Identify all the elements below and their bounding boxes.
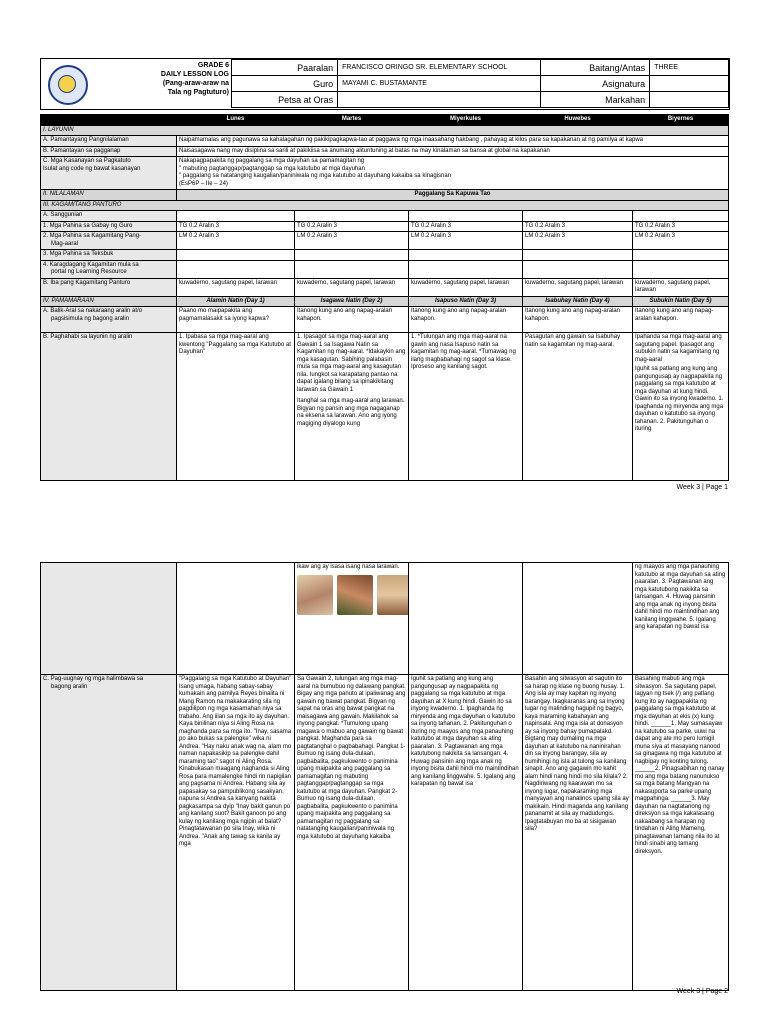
pag-uugnay-label: C. Pag-uugnay ng mga halimbawa sa bagong aralin <box>41 675 177 991</box>
paghahabi-day1: 1. Ipabasa sa mga mag-aaral ang kwentong "Paggalang sa mga Katutubo at Dayuhan" <box>177 333 295 481</box>
paghahabi-label: B. Paghahabi sa layunin ng aralin <box>41 333 177 481</box>
paghahabi-day2: 1. Ipasagot sa mga mag-aaral ang Gawain 1 sa Isagawa Natin sa Kagamitan ng mag-aaral. *Idakaykin ang mga kasagutan. Sabihing palabasin mula sa mga mag-aaral ang kasagutan nila. Iungkot sa karapatang pantao na dapat igalang bilang sa ipinakikitang larawan sa Gawain 1 Itanghal sa mga mag-aaral ang larawan. Bigyan ng pansin ang mga nagaganap na eksena sa larawan. Ano ang iyong magiging diyalogo kung <box>295 333 409 481</box>
pamantayan-pagganap-value: Naisasagawa nang may disiplina sa sarili at pakikiisa sa anumang alituntuning at batas na may kinalaman sa bansa at global na kapakanan <box>177 146 729 157</box>
nilalaman-value: Paggalang Sa Kapuwa Tao <box>177 190 729 201</box>
sanggunian-label: A. Sanggunian <box>41 211 177 222</box>
paghahabi-day2-cont: ikaw ang ay isasa isang nasa larawan. <box>295 563 409 675</box>
gabay-label: 1. Mga Pahina sa Gabay ng Guro <box>41 221 177 232</box>
day-huwebes: Huwebes <box>523 115 633 126</box>
kasanayan-value: Nakapagpapakita ng paggalang sa mga dayuhan sa pamamagitan ng " mabuting pagtanggap/pagtanggap sa mga katutubo at mga dayuhan " paggalang sa natatanging kaugalian/paniniwala ng mga katutubo at dayuhang kakaiba sa kinagisnan (EsP6P – IIe – 24) <box>177 157 729 190</box>
paghahabi-day4: Pasagutan ang gawain sa Isabuhay natin sa kagamitan ng mag-aaral. <box>523 333 633 481</box>
section-nilalaman: II. NILALAMAN <box>41 190 177 201</box>
dll-title: GRADE 6 DAILY LESSON LOG (Pang-araw-araw na Tala ng Pagtuturo) <box>160 62 229 96</box>
pamantayang-pangnilalaman-label: A. Pamantayang Pangnilalaman <box>41 136 177 147</box>
gabay-value: TG 0.2 Aralin 3 <box>177 221 295 232</box>
day-title-1: Alamin Natin (Day 1) <box>177 296 295 307</box>
paghahabi-day5-cont: ng maayos ang mga panauhing katutubo at mga dayuhan sa ating paaralan. 3. Pagtawanan ang mga katutubong nakikita sa lansangan. 4. Huwag pansinin ang mga anak ng inyong bisita dahil hindi mo maintindihan ang kanilang linggwahe. 5. Igalang ang karapatan ng bawat isa <box>633 563 729 675</box>
paghahabi-day5: Ipahanda sa mga mag-aaral ang sagutang papel. Ipasagot ang subukin natin sa kagamitang ng mag-aaral Iguhit sa patlang ang kung ang pangungusap ay nagpapakita ng paggalang sa mga katutubo at mga dayuhan at kung hindi. Gawin ito sa inyong kwaderno. 1. Ipaghanda ng miryenda ang mga dayuhan o katutubo sa inyong tahanan. 2. Pakitunguhan o ituring <box>633 333 729 481</box>
teksbuk-label: 3. Mga Pahina sa Teksbuk <box>41 250 177 261</box>
balik-aral-day2: Itanong kung ano ang napag-aralan kahapon. <box>295 307 409 333</box>
baitang-label: Baitang/Antas <box>541 60 650 76</box>
petsa-label: Petsa at Oras <box>232 92 338 108</box>
paghahabi-day3: 1. *Tulungan ang mga mag-aaral na gawin ang nasa Isapuso natin sa kagamitan ng mag-aaral. *Tumawag ng ilang magbabahagi ng sagot sa klase. Iproseso ang kanilang sagot. <box>409 333 523 481</box>
lesson-log-table-1: Lunes Martes Miyerkules Huwebes Biyernes I. LAYUNIN A. Pamantayang Pangnilalaman Naipamamalas ang pagunawa sa kahalagahan ng pakikipagkapwa-tao at paggawa ng mga inaasahang hakbang , pahayag at kilos para sa kapakanan at ng pamilya at kapwa B. Pamantayan sa pagganap Naisasagawa nang may disiplina sa sarili at pakikiisa sa anumang alituntuning at batas na may kinalaman sa bansa at global na kapakanan C. Mga Kasanayan sa Pagkatuto Isulat ang code ng bawat kasanayan Nakapagpapakita ng paggalang sa mga dayuhan sa pamamagitan ng " mabuting pagtanggap/pagtanggap sa mga katutubo at mga dayuhan " paggalang sa natatanging kaugalian/paniniwala ng mga katutubo at dayuhang kakaiba sa kinagisnan (EsP6P – IIe – 24) II. NILALAMAN Paggalang Sa Kapuwa Tao III. KAGAMITANG PANTURO A. Sanggunian 1. Mga Pahina sa Gabay ng Guro TG 0.2 Aralin 3 TG 0.2 Aralin 3 TG 0.2 Aralin 3 TG 0.2 Aralin 3 TG 0.2 Aralin 3 2. Mga Pahina sa Kagamitang Pang- Mag-aaral LM 0.2 Aralin 3 LM 0.2 Aralin 3 LM 0.2 Aralin 3 LM 0.2 Aralin 3 LM 0.2 Aralin 3 3. Mga Pahina sa Teksbuk 4. Karagdagang Kagamitan mula sa portal ng Learning Resource B. Iba pang Kagamitang Panturo kuwaderno, sagutang papel, larawan kuwaderno, sagutang papel, larawan kuwaderno, sagutang papel, larawan kuwaderno, sagutang papel, larawan kuwaderno, sagutang papel, larawan IV. PAMAMARAAN Alamin Natin (Day 1) Isagawa Natin (Day 2) Isapuso Natin (Day 3) Isabuhay Natin (Day 4) Subukin Natin (Day 5) A. Balik-Aral sa nakaraang aralin at/o pagsisimula ng bagong aralin Paano mo maipapakita ang pagmamalasakit sa iyong kapwa? Itanong kung ano ang napag-aralan kahapon. Itanong kung ano ang napag-aralan kahapon. Itanong kung ano ang napag-aralan kahapon. Itanong kung ano ang napag-aralan kahapon. B. Paghahabi sa layunin ng aralin 1. Ipabasa sa mga mag-aaral ang kwentong "Paggalang sa mga Katutubo at Dayuhan" 1. Ipasagot sa mga mag-aaral ang Gawain 1 sa Isagawa Natin sa Kagamitan ng mag-aaral. *Idakaykin ang mga kasagutan. Sabihing palabasin mula sa mga mag-aaral ang kasagutan nila. Iungkot sa karapatang pantao na dapat igalang bilang sa ipinakikitang larawan sa Gawain 1 Itanghal sa mga mag-aaral ang larawan. Bigyan ng pansin ang mga nagaganap na eksena sa larawan. Ano ang iyong magiging diyalogo kung 1. *Tulungan ang mga mag-aaral na gawin ang nasa Isapuso natin sa kagamitan ng mag-aaral. *Tumawag ng ilang magbabahagi ng sagot sa klase. Iproseso ang kanilang sagot. Pasagutan ang gawain sa Isabuhay natin sa kagamitan ng mag-aaral. Ipahanda sa mga mag-aaral ang sagutang papel. Ipasagot ang subukin natin sa kagamitang ng mag-aaral Iguhit sa patlang ang kung ang pangungusap ay nagpapakita ng paggalang sa mga katutubo at mga dayuhan at kung hindi. Gawin ito sa inyong kwaderno. 1. Ipaghanda ng miryenda ang mga dayuhan o katutubo sa inyong tahanan. 2. Pakitunguhan o ituring <box>40 114 729 481</box>
guro-value: MAYAMI C. BUSTAMANTE <box>338 76 541 92</box>
balik-aral-day1: Paano mo maipapakita ang pagmamalasakit sa iyong kapwa? <box>177 307 295 333</box>
larawan-photo-3 <box>377 575 409 615</box>
balik-aral-label: A. Balik-Aral sa nakaraang aralin at/o pagsisimula ng bagong aralin <box>41 307 177 333</box>
day-title-5: Subukin Natin (Day 5) <box>633 296 729 307</box>
baitang-value: THREE <box>650 60 729 76</box>
section-kagamitan: III. KAGAMITANG PANTURO <box>41 200 729 211</box>
kagamitan-mag-aaral-label: 2. Mga Pahina sa Kagamitang Pang- Mag-aaral <box>41 232 177 250</box>
kagamitan-mag-aaral-value: LM 0.2 Aralin 3 <box>177 232 295 250</box>
asignatura-label: Asignatura <box>541 76 650 92</box>
asignatura-value <box>650 76 729 92</box>
balik-aral-day3: Itanong kung ano ang napag-aralan kahapon. <box>409 307 523 333</box>
section-layunin: I. LAYUNIN <box>41 125 729 136</box>
pamantayang-pangnilalaman-value: Naipamamalas ang pagunawa sa kahalagahan ng pakikipagkapwa-tao at paggawa ng mga inaasahang hakbang , pahayag at kilos para sa kapakanan at ng pamilya at kapwa <box>177 136 729 147</box>
header-info-table <box>231 59 729 108</box>
lr-portal-label: 4. Karagdagang Kagamitan mula sa portal ng Learning Resource <box>41 260 177 278</box>
iba-kagamitan-value: kuwaderno, sagutang papel, larawan <box>177 278 295 296</box>
pag-uugnay-day4: Basahin ang sitwasyon at sagutin ito sa harap ng klase ng buong husay. 1. Ang isla ay may kapitan ng inyong barangay. Ikagkaranas ang sa inyong lugar ng malinding hagupit ng bagyo, kaya maraming kabahayan ang napinsala. Ang mga isla at donasyon ay sa inyong bahay pumapalakd. Bigtang may dumaling na mga dayuhan at katutubo na naninirahan din sa inyong barangay, sila ay humihingi ng isla at tulong sa kanilang sinapit. Ano ang gagawin mo kahit alam hindi nang hindi mo sila kilala? 2. Nagdiriwang ng kaarawan mo sa inyong lugar, napakaraming mga manyayan ang nanalinos upang sila ay makikain. Hindi maganda ang kanilang pananamit at sila ay madudungis. Ipagtatabuyan mo ba at sisigawan sila? <box>523 675 633 991</box>
guro-label: Guro <box>232 76 338 92</box>
balik-aral-day4: Itanong kung ano ang napag-aralan kahapon. <box>523 307 633 333</box>
page-1 <box>0 0 768 500</box>
day-lunes: Lunes <box>177 115 295 126</box>
day-martes: Martes <box>295 115 409 126</box>
section-pamamaraan: IV. PAMAMARAAN <box>41 296 177 307</box>
deped-seal-icon <box>48 65 88 105</box>
petsa-value <box>338 92 541 108</box>
day-title-3: Isapuso Natin (Day 3) <box>409 296 523 307</box>
page-footer-1: Week 3 | Page 1 <box>676 484 728 491</box>
pag-uugnay-day2: Sa Gawain 2, tulungan ang mga mag-aaral na bumubuo ng dalawang pangkat. Bigay ang mga panuto at ipaliwanag ang gawain ng bawat pangkat. Bigyan ng sapat na oras ang bawat pangkat na maisagawa ang gawain. Makilahok sa inyong pangkat. *Tumulong upang magawa o mabuo ang gawain ng bawat pangkat. Maghanda para sa pagtatanghal o pagbabahagi. Pangkat 1- Bumuo ng isang dula-dulaan, pagbabalita, pagkukwento o panimina upang maipakita ang paggalang sa pamamagitan ng mabuting pagtanggap/pagtanggap sa mga katutubo at mga dayuhan. Pangkat 2- Bumuo ng isang dula-dulaan, pagbabalita, pagkukwento o panimina upang maipakita ang paggalang sa pamamagitan ng paggalang sa natatanging kaugalian/paniniwala ng mga katutubo at dayuhang kakaiba <box>295 675 409 991</box>
markahan-label: Markahan <box>541 92 650 108</box>
day-biyernes: Biyernes <box>633 115 729 126</box>
larawan-photo-1 <box>297 575 333 615</box>
larawan-images <box>297 575 406 617</box>
day-title-2: Isagawa Natin (Day 2) <box>295 296 409 307</box>
page-footer-2: Week 3 | Page 2 <box>676 988 728 995</box>
day-title-4: Isabuhay Natin (Day 4) <box>523 296 633 307</box>
balik-aral-day5: Itanong kung ano ang napag-aralan kahapon. <box>633 307 729 333</box>
lesson-log-table-2 <box>40 562 729 991</box>
dll-header <box>40 58 730 110</box>
day-miyerkules: Miyerkules <box>409 115 523 126</box>
markahan-value <box>650 92 729 108</box>
page-2 <box>0 540 768 1024</box>
pag-uugnay-day3: Iguhit sa patlang ang kung ang pangungusap ay nagpapakita ng paggalang sa mga katutubo at mga dayuhan at X kung hindi. Gawin ito sa inyong kwaderno. 1. Ipaghanda ng miryenda ang mga dayuhan o katutubo sa inyong tahanan. 2. Pakitunguhan o ituring ng maayos ang mga panauhing katutubo at mga dayuhan sa ating paaralan. 3. Pagtawanan ang mga katutubong nakikita sa lansangan. 4. Huwag pansinin ang mga anak ng inyong bisita dahil hindi mo maintindihan ang kanilang linggwahe. 5. Igalang ang karapatan ng bawat isa <box>409 675 523 991</box>
pamantayan-pagganap-label: B. Pamantayan sa pagganap <box>41 146 177 157</box>
pag-uugnay-day1: "Paggalang sa mga Katutubo at Dayuhan" Isang umaga, habang sabay-sabay kumakain ang pamilya Reyes binalita ni Mang Ramon na makakarating sila ng pagdilipon ng mga kasamahan niya sa trabaho. Ang iilan sa mga ito ay dayuhan. Kaya binilinan niya si Aling Rosa na maghanda para sa mga ito. "Inay, sasama po ako bukas sa palengke" wika ni Andrea. "Hay naku anak wag na, alam mo naman napakasikip sa palengke dahil maraming tao" sagot ni Aling Rosa. Kinabukasan maagang naghanda si Aling Rosa para mamalengke hindi rin napigilan ang pagsama ni Andrea. Habang sila ay papasakay sa pampublikong sasakyan, napuna si Andrea sa kanyang nakita pagkasampa sa dyip "Inay bakit ganun po ang kanilang suot? Bakit ganoon po ang kulay ng kanilang mga ngipin at balat? Pinagtatawanan po sila Inay, wika ni Andrea. "Anak ang tawag sa kanila ay mga <box>177 675 295 991</box>
paaralan-label: Paaralan <box>232 60 338 76</box>
pag-uugnay-day5: Basahing mabuti ang mga sitwasyon. Sa sagutang papel, lagyan ng tsek (/) ang patlang kung ito ay nagpapakita ng paggalang sa mga katutubo at mga dayuhan at ekis (x) kung hindi. ______1. May sumasayaw na katutubo sa parke, uuwi na dapat ang ate mo pero lumigil muna siya at masayang nanood sa ginagawa ng mga katutubo at nagbigay ng konting tulong. ______2. Pinagsabihan ng nanay mo ang mga batang nanunukso sa mga batang Mangyan na nakasuporta sa parke upang magpahinga. ______3. May dayuhan na nagtatanong ng direksyon sa mga kakalasang nakaabang sa harapan ng tindahan ni Aling Mameng, pinagtawanan lamang nila ito at hindi sinabi ang tamang direksyon. <box>633 675 729 991</box>
larawan-photo-2 <box>337 575 373 615</box>
kasanayan-label: C. Mga Kasanayan sa Pagkatuto Isulat ang code ng bawat kasanayan <box>41 157 177 190</box>
days-header-row <box>41 115 729 126</box>
iba-kagamitan-label: B. Iba pang Kagamitang Panturo <box>41 278 177 296</box>
paaralan-value: FRANCISCO ORINGO SR. ELEMENTARY SCHOOL <box>338 60 541 76</box>
